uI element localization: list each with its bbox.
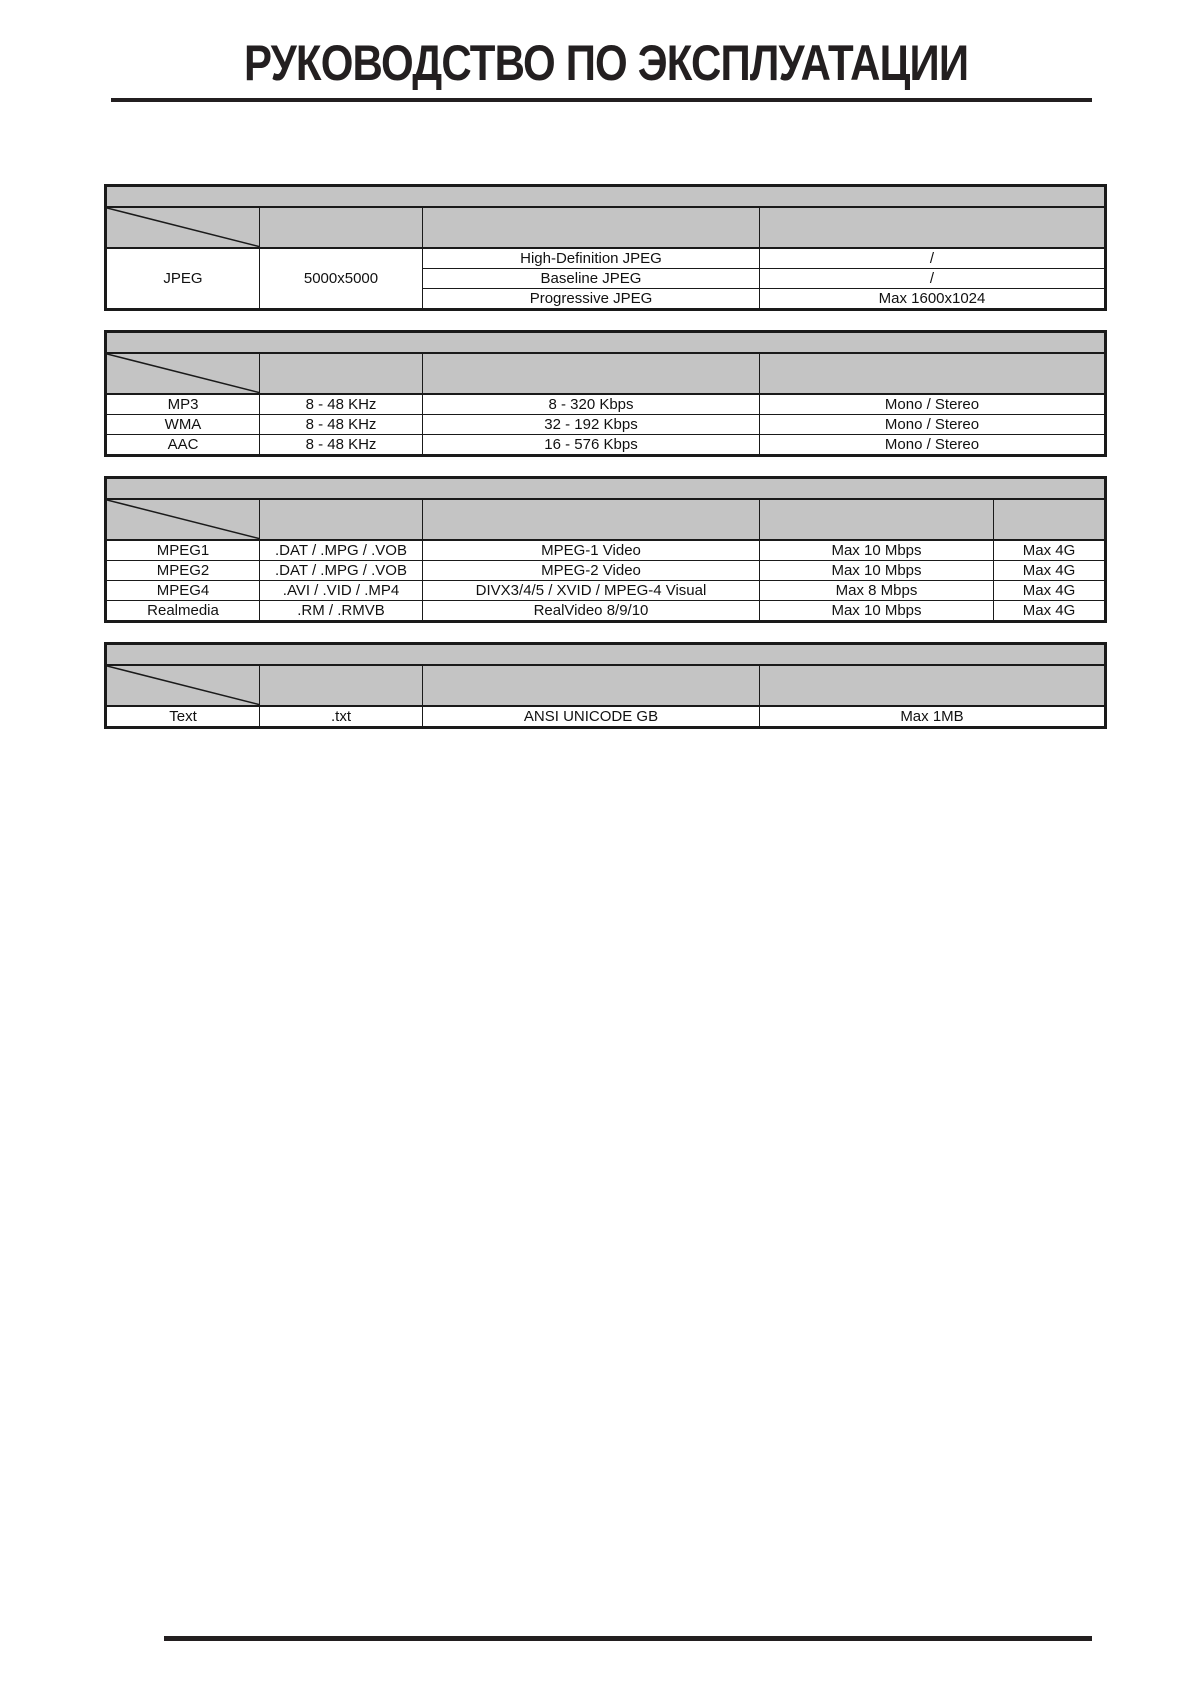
limit-cell: / <box>760 269 1106 289</box>
band-cell <box>106 186 1106 208</box>
bitrate-cell: 8 - 320 Kbps <box>423 394 760 415</box>
table-row <box>106 601 1106 622</box>
sample-rate-cell: 8 - 48 KHz <box>260 394 423 415</box>
header-cell <box>760 207 1106 248</box>
table-row <box>106 415 1106 435</box>
sample-rate-cell: 8 - 48 KHz <box>260 435 423 456</box>
table-band-header <box>106 478 1106 500</box>
table-column-header <box>106 353 1106 394</box>
limit-cell: Max 1600x1024 <box>760 289 1106 310</box>
table-row <box>106 561 1106 581</box>
table-column-header <box>106 499 1106 540</box>
audio-format-table <box>104 330 1107 457</box>
band-cell <box>106 478 1106 500</box>
header-cell <box>760 353 1106 394</box>
table-column-header <box>106 207 1106 248</box>
format-cell: MPEG2 <box>106 561 260 581</box>
diagonal-line <box>107 354 260 393</box>
subtype-cell: High-Definition JPEG <box>423 248 760 269</box>
header-cell <box>760 665 1106 706</box>
format-cell: Realmedia <box>106 601 260 622</box>
codec-cell: MPEG-2 Video <box>423 561 760 581</box>
format-cell: WMA <box>106 415 260 435</box>
bitrate-cell: Max 10 Mbps <box>760 601 994 622</box>
format-cell: MP3 <box>106 394 260 415</box>
footer-rule <box>164 1636 1092 1641</box>
diagonal-line <box>107 208 260 247</box>
size-cell: Max 4G <box>994 601 1106 622</box>
codec-cell: RealVideo 8/9/10 <box>423 601 760 622</box>
table-band-header <box>106 644 1106 666</box>
bitrate-cell: 32 - 192 Kbps <box>423 415 760 435</box>
header-cell <box>260 207 423 248</box>
diagonal-header-cell <box>106 353 260 394</box>
header-cell <box>260 353 423 394</box>
extension-cell: .txt <box>260 706 423 728</box>
header-cell <box>260 665 423 706</box>
format-cell: Text <box>106 706 260 728</box>
header-cell <box>994 499 1106 540</box>
header-cell <box>423 207 760 248</box>
diagonal-line <box>107 666 260 705</box>
table-row <box>106 540 1106 561</box>
table-band-header <box>106 332 1106 354</box>
extension-cell: .DAT / .MPG / .VOB <box>260 540 423 561</box>
diagonal-header-cell <box>106 207 260 248</box>
diagonal-header-cell <box>106 499 260 540</box>
bitrate-cell: Max 10 Mbps <box>760 540 994 561</box>
format-cell: JPEG <box>106 248 260 310</box>
diagonal-line <box>107 500 260 539</box>
table-row <box>106 435 1106 456</box>
header-rule <box>111 98 1092 102</box>
encoding-cell: ANSI UNICODE GB <box>423 706 760 728</box>
bitrate-cell: Max 10 Mbps <box>760 561 994 581</box>
codec-cell: MPEG-1 Video <box>423 540 760 561</box>
channels-cell: Mono / Stereo <box>760 394 1106 415</box>
format-cell: AAC <box>106 435 260 456</box>
text-format-table <box>104 642 1107 729</box>
format-cell: MPEG4 <box>106 581 260 601</box>
table-row <box>106 248 1106 269</box>
header-cell <box>760 499 994 540</box>
page-title: РУКОВОДСТВО ПО ЭКСПЛУАТАЦИИ <box>244 35 969 91</box>
table-row <box>106 706 1106 728</box>
bitrate-cell: Max 8 Mbps <box>760 581 994 601</box>
codec-cell: DIVX3/4/5 / XVID / MPEG-4 Visual <box>423 581 760 601</box>
limit-cell: / <box>760 248 1106 269</box>
header-cell <box>423 353 760 394</box>
extension-cell: .RM / .RMVB <box>260 601 423 622</box>
extension-cell: .DAT / .MPG / .VOB <box>260 561 423 581</box>
size-cell: Max 4G <box>994 581 1106 601</box>
size-cell: Max 4G <box>994 540 1106 561</box>
sample-rate-cell: 8 - 48 KHz <box>260 415 423 435</box>
table-row <box>106 394 1106 415</box>
diagonal-header-cell <box>106 665 260 706</box>
subtype-cell: Baseline JPEG <box>423 269 760 289</box>
header-cell <box>423 499 760 540</box>
channels-cell: Mono / Stereo <box>760 435 1106 456</box>
resolution-cell: 5000x5000 <box>260 248 423 310</box>
extension-cell: .AVI / .VID / .MP4 <box>260 581 423 601</box>
table-band-header <box>106 186 1106 208</box>
band-cell <box>106 332 1106 354</box>
subtype-cell: Progressive JPEG <box>423 289 760 310</box>
band-cell <box>106 644 1106 666</box>
channels-cell: Mono / Stereo <box>760 415 1106 435</box>
header-cell <box>260 499 423 540</box>
size-cell: Max 4G <box>994 561 1106 581</box>
table-column-header <box>106 665 1106 706</box>
bitrate-cell: 16 - 576 Kbps <box>423 435 760 456</box>
video-format-table <box>104 476 1107 623</box>
image-format-table <box>104 184 1107 311</box>
size-cell: Max 1MB <box>760 706 1106 728</box>
format-cell: MPEG1 <box>106 540 260 561</box>
table-row <box>106 581 1106 601</box>
header-cell <box>423 665 760 706</box>
